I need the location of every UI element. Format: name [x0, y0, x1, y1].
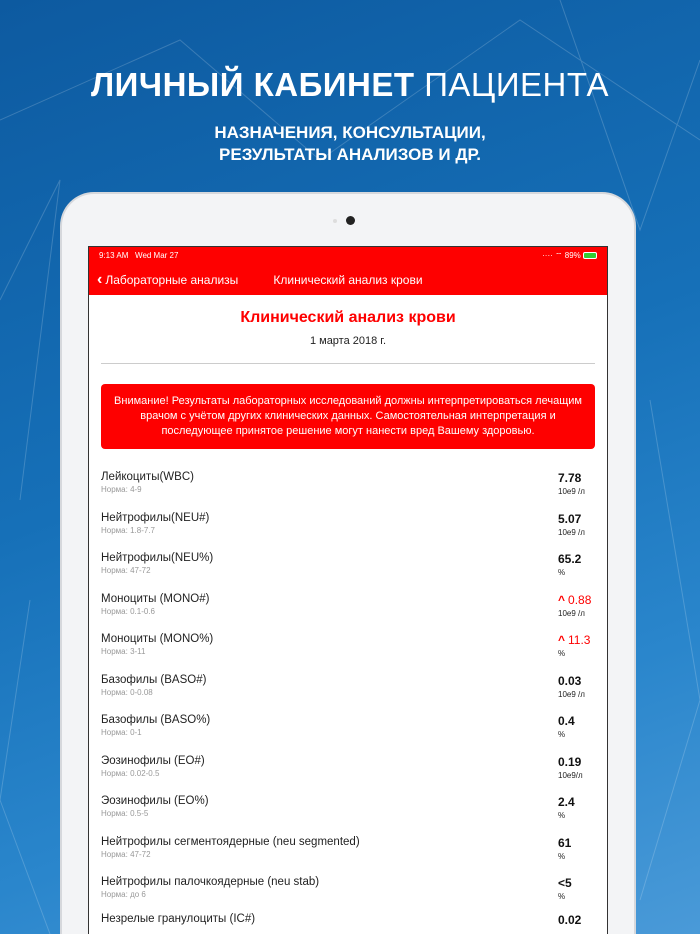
arrow-up-icon: ^ — [558, 592, 566, 607]
result-name: Эозинофилы (EO#) — [101, 754, 205, 767]
result-value: ^ 11.3 — [558, 633, 591, 647]
result-name: Эозинофилы (EO%) — [101, 795, 209, 807]
result-row[interactable] — [89, 508, 607, 549]
result-row[interactable] — [89, 670, 607, 711]
result-name: Моноциты (MONO#) — [101, 592, 210, 605]
result-unit: 10e9 /л — [558, 527, 585, 537]
result-name: Лейкоциты(WBC) — [101, 471, 194, 483]
result-value: <5 — [558, 876, 572, 890]
result-row[interactable] — [89, 629, 607, 670]
results-list — [89, 467, 607, 925]
result-name: Нейтрофилы(NEU#) — [101, 511, 210, 524]
result-name: Нейтрофилы сегментоядерные (neu segmented) — [101, 835, 360, 848]
battery-icon — [583, 252, 597, 259]
report-date: 1 марта 2018 г. — [309, 335, 387, 347]
result-row[interactable] — [89, 913, 607, 925]
result-value: 0.19 — [558, 754, 582, 769]
result-row[interactable] — [89, 467, 607, 508]
result-norm: Норма: 3-11 — [101, 647, 146, 656]
result-name: Базофилы (BASO%) — [101, 714, 211, 726]
result-value: 5.07 — [558, 511, 582, 526]
chevron-left-icon: ‹ — [97, 271, 103, 288]
result-name: Моноциты (MONO%) — [101, 633, 214, 645]
nav-bar — [89, 265, 607, 295]
result-name: Базофилы (BASO#) — [101, 673, 207, 686]
nav-title: Клинический анализ крови — [273, 273, 423, 287]
result-unit: 10e9 /л — [558, 608, 585, 618]
report-title: Клинический анализ крови — [240, 309, 456, 326]
result-row[interactable] — [89, 548, 607, 589]
result-value: 65.2 — [558, 552, 582, 566]
result-norm: Норма: 47-72 — [101, 849, 151, 859]
result-unit: % — [558, 892, 566, 901]
result-value: ^ 0.88 — [558, 592, 592, 607]
result-row[interactable] — [89, 751, 607, 792]
result-unit: % — [558, 649, 566, 658]
promo-title: ЛИЧНЫЙ КАБИНЕТ ПАЦИЕНТА — [91, 66, 609, 103]
result-row[interactable] — [89, 791, 607, 832]
result-value: 2.4 — [558, 795, 575, 809]
result-name: Нейтрофилы палочкоядерные (neu stab) — [101, 876, 320, 888]
result-row[interactable] — [89, 832, 607, 873]
result-norm: Норма: 4-9 — [101, 485, 142, 494]
wifi-icon: ···· ⌔ — [542, 251, 565, 260]
result-row[interactable] — [89, 872, 607, 913]
result-row[interactable] — [89, 589, 607, 630]
result-row[interactable] — [89, 710, 607, 751]
warning-banner: Внимание! Результаты лабораторных исследований должны интерпретироваться лечащим врачом с учётом других клинических данных. Самостоятельная интерпретация и последующее принятое решение могут нанести вред Вашему здоровью. — [101, 384, 595, 449]
result-value: 0.4 — [558, 714, 575, 728]
back-button[interactable]: ‹ Лабораторные анализы — [97, 271, 239, 288]
promo-subtitle: НАЗНАЧЕНИЯ, КОНСУЛЬТАЦИИ, РЕЗУЛЬТАТЫ АНАЛИЗОВ И ДР. — [214, 123, 486, 164]
result-unit: 10e9/л — [558, 770, 583, 780]
result-unit: % — [558, 851, 566, 861]
result-unit: % — [558, 730, 566, 739]
result-name: Незрелые гранулоциты (IC#) — [101, 912, 256, 925]
result-norm: Норма: 47-72 — [101, 566, 151, 575]
result-unit: 10e9 /л — [558, 487, 585, 496]
result-norm: Норма: 1.8-7.7 — [101, 525, 155, 535]
app-screen — [88, 246, 608, 934]
result-norm: Норма: 0-1 — [101, 728, 142, 737]
result-value: 0.02 — [558, 912, 582, 927]
result-unit: 10e9 /л — [558, 689, 585, 699]
arrow-up-icon: ^ — [558, 633, 566, 647]
result-norm: Норма: 0.1-0.6 — [101, 606, 155, 616]
result-value: 7.78 — [558, 471, 582, 485]
result-name: Нейтрофилы(NEU%) — [101, 552, 214, 564]
result-norm: Норма: до 6 — [101, 890, 146, 899]
result-norm: Норма: 0-0.08 — [101, 687, 153, 697]
result-value: 0.03 — [558, 673, 582, 688]
camera-icon — [346, 216, 355, 225]
divider — [101, 363, 595, 364]
result-value: 61 — [558, 835, 572, 850]
promo-header — [0, 66, 700, 166]
sensor-icon — [333, 219, 337, 223]
status-bar: 9:13 AM Wed Mar 27 ···· ⌔ 89% — [89, 247, 607, 265]
result-norm: Норма: 0.02-0.5 — [101, 768, 160, 778]
result-norm: Норма: 0.5-5 — [101, 809, 149, 818]
result-unit: % — [558, 568, 566, 577]
top-bar — [89, 247, 607, 295]
result-unit: % — [558, 811, 566, 820]
